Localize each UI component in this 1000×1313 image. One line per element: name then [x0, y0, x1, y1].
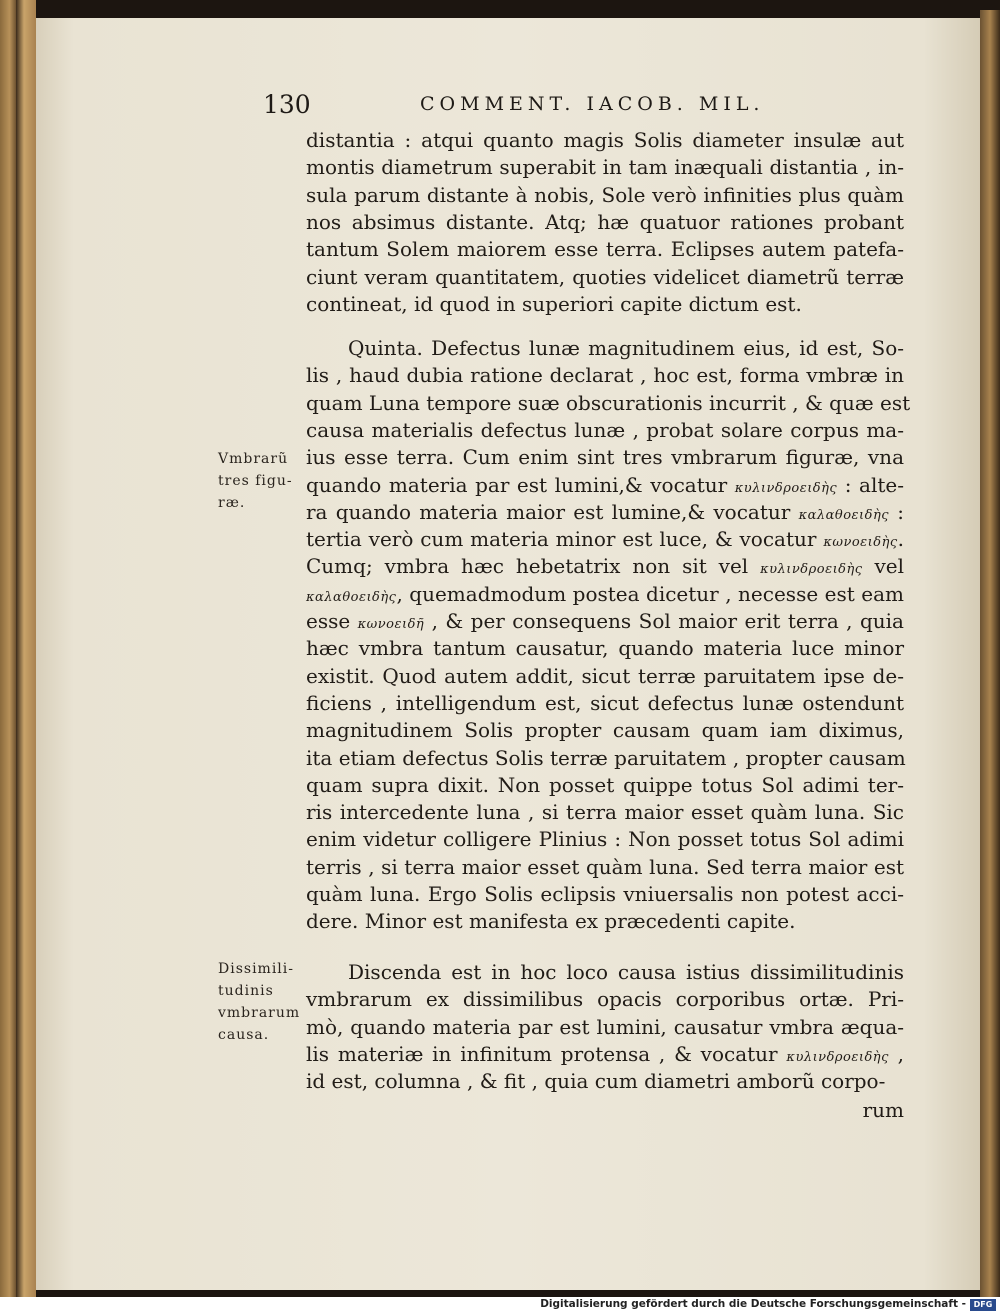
text-line: Quinta. Defectus lunæ magnitudinem eius, id est, So- — [348, 336, 904, 360]
text-line: καλαθοειδὴς, quemadmodum postea dicetur , necesse est eam — [306, 581, 904, 606]
text-line: quam Luna tempore suæ obscurationis incurrit , & quæ est — [306, 390, 911, 415]
marginal-note-line: tres figu- — [218, 473, 293, 489]
text-line: ra quando materia maior est lumine,& vocatur καλαθοειδὴς : — [306, 499, 904, 524]
dfg-logo: DFG — [970, 1299, 996, 1311]
greek-word: κυλινδροειδὴς — [760, 562, 863, 578]
text-line: dere. Minor est manifesta ex præcedenti capite. — [306, 909, 796, 934]
greek-word: καλαθοειδὴς — [798, 507, 890, 523]
text-line: sula parum distante à nobis, Sole verò infinities plus quàm — [306, 182, 904, 207]
text-line: vmbrarum ex dissimilibus opacis corporibus ortæ. Pri- — [306, 987, 904, 1012]
greek-word: κυλινδροειδὴς — [786, 1049, 889, 1065]
greek-word: κυλινδροειδὴς — [734, 480, 838, 496]
text-line: id est, columna , & fit , quia cum diametri amborũ corpo- — [306, 1069, 886, 1094]
text-line: ita etiam defectus Solis terræ paruitatem , propter causam — [306, 745, 906, 770]
text-line: existit. Quod autem addit, sicut terræ paruitatem ipse de- — [306, 663, 904, 688]
text-line: hæc vmbra tantum causatur, quando materia luce minor — [306, 636, 904, 661]
text-line: tantum Solem maiorem esse terra. Eclipses autem patefa- — [306, 237, 904, 262]
text-line: distantia : atqui quanto magis Solis diameter insulæ aut — [306, 128, 904, 152]
text-line: Discenda est in hoc loco causa istius dissimilitudinis — [348, 960, 904, 984]
marginal-note-line: ræ. — [218, 495, 246, 511]
text-line: quàm luna. Ergo Solis eclipsis vniuersalis non potest acci- — [306, 882, 904, 906]
marginal-note-line: vmbrarum — [218, 1005, 301, 1021]
marginal-note-line: tudinis — [218, 983, 274, 999]
text-line: contineat, id quod in superiori capite dictum est. — [306, 291, 802, 316]
greek-word: καλαθοειδὴς — [306, 589, 397, 605]
text-line: mò, quando materia par est lumini, causatur vmbra æqua- — [306, 1014, 904, 1039]
book-cover-edge — [0, 0, 16, 1297]
page-fore-edge — [980, 10, 1000, 1297]
text-line: ius esse terra. Cum enim sint tres vmbrarum figuræ, vna — [306, 445, 904, 470]
text-line: lis materiæ in infinitum protensa , & vocatur κυλινδροειδὴς , — [306, 1041, 905, 1066]
funding-credit: Digitalisierung gefördert durch die Deutsche Forschungsgemeinschaft - — [540, 1298, 966, 1310]
text-line: enim videtur colligere Plinius : Non posset totus Sol adimi — [306, 827, 904, 852]
text-line: magnitudinem Solis propter causam quam iam diximus, — [306, 718, 904, 743]
marginal-note-line: Dissimili- — [218, 961, 294, 977]
text-line: causa materialis defectus lunæ , probat solare corpus ma- — [306, 417, 904, 442]
marginal-note-line: Vmbrarũ — [218, 451, 289, 467]
text-line: lis , haud dubia ratione declarat , hoc est, forma vmbræ in — [306, 363, 904, 388]
text-line: quando materia par est lumini,& vocatur κυλινδροειδὴς : alte- — [306, 472, 905, 497]
text-line: esse κωνοειδῆ , & per consequens Sol maior erit terra , quia — [306, 609, 904, 633]
marginal-note-line: causa. — [218, 1027, 270, 1043]
text-line: montis diametrum superabit in tam inæquali distantia , in- — [306, 155, 904, 180]
text-line: Cumq; vmbra hæc hebetatrix non sit vel κυλινδροειδὴς vel — [306, 554, 905, 579]
text-line: tertia verò cum materia minor est luce, & vocatur κωνοειδὴς. — [306, 527, 904, 552]
marginal-note — [218, 448, 293, 514]
catchword: rum — [862, 1098, 904, 1122]
text-line: quam supra dixit. Non posset quippe totus Sol adimi ter- — [306, 772, 904, 797]
greek-word: κωνοειδῆ — [357, 617, 425, 632]
greek-word: κωνοειδὴς — [823, 535, 898, 551]
marginal-note — [218, 958, 300, 1046]
running-head: COMMENT. IACOB. MIL. — [420, 93, 765, 115]
text-line: ciunt veram quantitatem, quoties videlicet diametrũ terræ — [306, 264, 904, 289]
page-number: 130 — [263, 90, 311, 119]
text-line: ficiens , intelligendum est, sicut defectus lunæ ostendunt — [306, 690, 904, 715]
text-line: nos absimus distante. Atq; hæ quatuor rationes probant — [306, 209, 904, 234]
text-line: terris , si terra maior esset quàm luna. Sed terra maior est — [306, 854, 904, 879]
binding-edge — [16, 0, 36, 1297]
text-line: ris intercedente luna , si terra maior esset quàm luna. Sic — [306, 800, 904, 825]
